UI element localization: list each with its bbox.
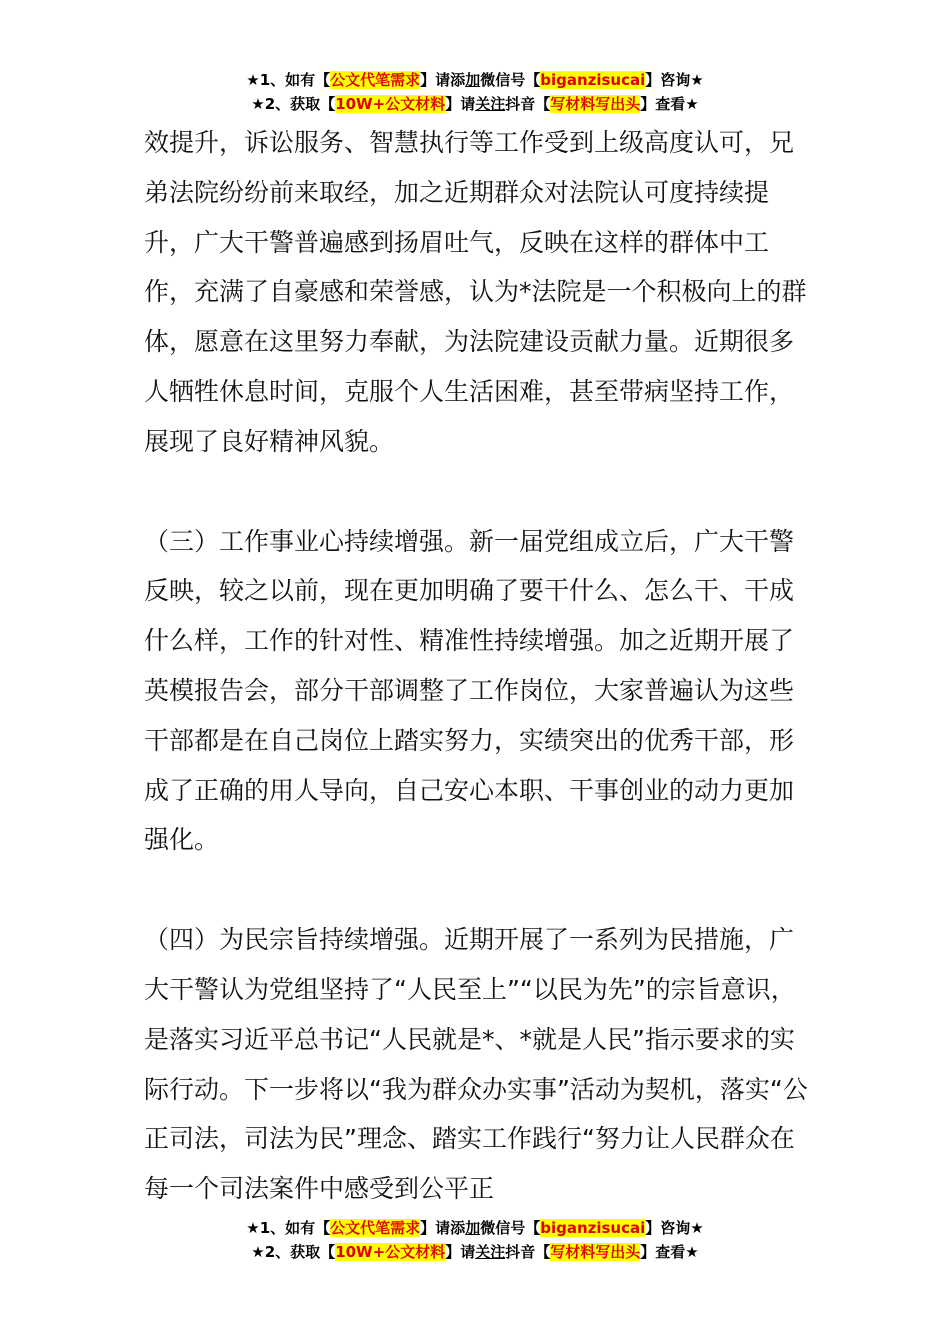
promo-text: 】请添 [420,1219,466,1237]
promo-text: 】请添 [420,71,466,89]
promo-text: 】咨询★ [645,71,704,89]
top-promo-banner [0,68,950,116]
promo-text: 微信号【 [480,71,541,89]
promo-text: 抖音【 [505,95,551,113]
promo-text: ★1、如有【 [246,1219,331,1237]
promo-highlight: 写材料写出头 [550,1243,641,1261]
promo-text: ★2、获取【 [251,95,336,113]
promo-highlight: biganzisucai [540,71,646,89]
promo-text: 微信号【 [480,1219,541,1237]
promo-highlight: 写材料写出头 [550,95,641,113]
promo-highlight: 10W+公文材料 [335,1243,446,1261]
promo-line-1 [0,68,950,92]
promo-text: 】咨询★ [645,1219,704,1237]
promo-underlined-text: 加 [465,1219,481,1237]
promo-line-1 [0,1216,950,1240]
promo-highlight: 10W+公文材料 [335,95,446,113]
promo-underlined-text: 关注 [475,1243,506,1261]
promo-line-2 [0,92,950,116]
promo-text: 】查看★ [640,1243,699,1261]
promo-underlined-text: 关注 [475,95,506,113]
promo-underlined-text: 加 [465,71,481,89]
promo-text: 】请 [445,95,476,113]
promo-text: 】查看★ [640,95,699,113]
paragraph-2: （三）工作事业心持续增强。新一届党组成立后，广大干警反映，较之以前，现在更加明确了要干什么、怎么干、干成什么样，工作的针对性、精准性持续增强。加之近期开展了英模报告会，部分干部调整了工作岗位，大家普遍认为这些干部都是在自己岗位上踏实努力，实绩突出的优秀干部，形成了正确的用人导向，自己安心本职、干事创业的动力更加强化。 [144,526,795,855]
promo-line-2 [0,1240,950,1264]
paragraph-3: （四）为民宗旨持续增强。近期开展了一系列为民措施，广大干警认为党组坚持了“人民至上”“以民为先”的宗旨意识，是落实习近平总书记“人民就是*、*就是人民”指示要求的实际行动。下一步将以“我为群众办实事”活动为契机，落实“公正司法，司法为民”理念、踏实工作践行“努力让人民群众在每一个司法案件中感受到公平正 [144,925,808,1204]
promo-text: ★2、获取【 [251,1243,336,1261]
promo-highlight: 公文代笔需求 [330,71,421,89]
paragraph-1: 效提升，诉讼服务、智慧执行等工作受到上级高度认可，兄弟法院纷纷前来取经，加之近期群众对法院认可度持续提升，广大干警普遍感到扬眉吐气，反映在这样的群体中工作，充满了自豪感和荣誉感，认为*法院是一个积极向上的群体，愿意在这里努力奉献，为法院建设贡献力量。近期很多人牺牲休息时间，克服个人生活困难，甚至带病坚持工作，展现了良好精神风貌。 [144,128,807,456]
promo-highlight: biganzisucai [540,1219,646,1237]
promo-text: ★1、如有【 [246,71,331,89]
promo-highlight: 公文代笔需求 [330,1219,421,1237]
paragraph-spacer [144,467,814,517]
promo-text: 】请 [445,1243,476,1261]
bottom-promo-banner [0,1216,950,1264]
document-body [144,118,814,1214]
paragraph-spacer [144,865,814,915]
promo-text: 抖音【 [505,1243,551,1261]
